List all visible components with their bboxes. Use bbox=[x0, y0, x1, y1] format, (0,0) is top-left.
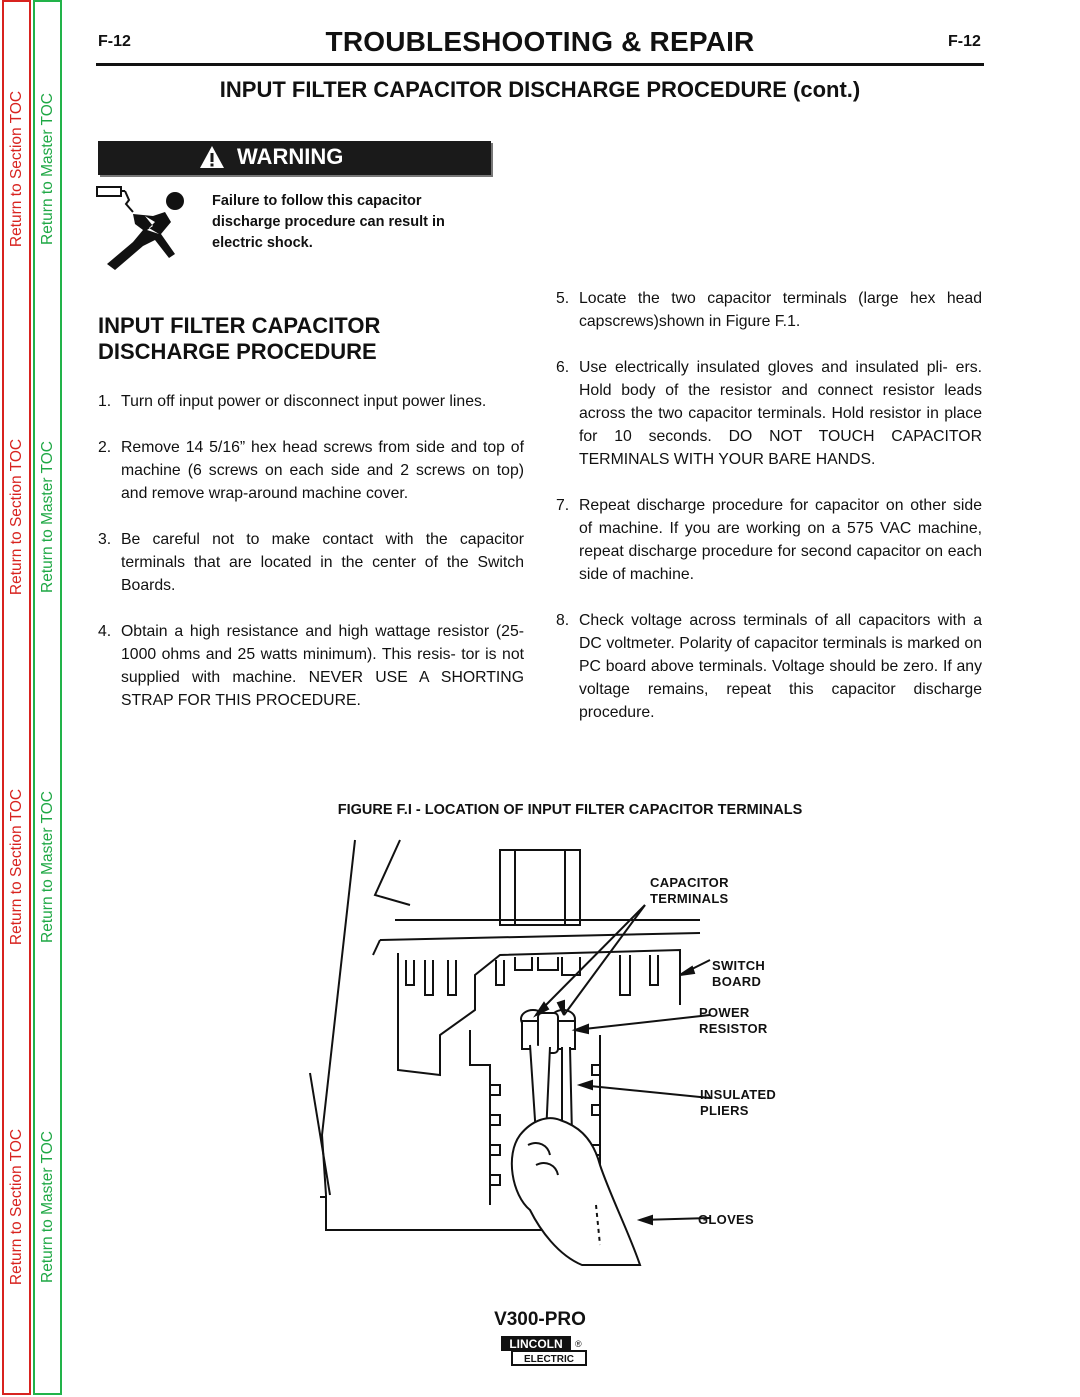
section-toc-sidebar bbox=[2, 0, 31, 1395]
header-rule bbox=[96, 63, 984, 66]
return-to-master-toc-link[interactable]: Return to Master TOC bbox=[38, 93, 56, 245]
return-to-master-toc-link[interactable]: Return to Master TOC bbox=[38, 791, 56, 943]
procedure-step: 1. Turn off input power or disconnect input power lines. bbox=[98, 393, 487, 410]
model-name: V300-PRO bbox=[494, 1309, 586, 1330]
return-to-master-toc-link[interactable]: Return to Master TOC bbox=[38, 441, 56, 593]
section-heading-line: DISCHARGE PROCEDURE bbox=[98, 339, 377, 364]
electric-shock-icon bbox=[95, 182, 210, 277]
svg-text:ELECTRIC: ELECTRIC bbox=[524, 1354, 574, 1365]
return-to-section-toc-link[interactable]: Return to Section TOC bbox=[7, 438, 25, 596]
warning-label: WARNING bbox=[237, 144, 344, 169]
lincoln-electric-logo bbox=[500, 1335, 590, 1367]
return-to-section-toc-link[interactable]: Return to Section TOC bbox=[7, 90, 25, 248]
svg-text:®: ® bbox=[575, 1339, 582, 1349]
capacitor-figure bbox=[300, 835, 820, 1275]
procedure-step: 5. Locate the two capacitor terminals (large hex head capscrews)shown in Figure F.1. bbox=[556, 290, 982, 330]
warning-banner bbox=[98, 141, 491, 175]
procedure-step: 7. Repeat discharge procedure for capacitor on other side of machine. If you are working on a 575 VAC machine, repeat discharge procedure for second capacitor on each side of machine. bbox=[556, 497, 982, 583]
figure-caption: FIGURE F.I - LOCATION OF INPUT FILTER CAPACITOR TERMINALS bbox=[337, 802, 803, 818]
procedure-step: 3. Be careful not to make contact with the capacitor terminals that are located in the center of the Switch Boards. bbox=[98, 531, 524, 594]
procedure-step: 8. Check voltage across terminals of all capacitors with a DC voltmeter. Polarity of capacitor terminals is marked on PC board above terminals. Voltage should be zero. If any voltage remains, repeat this capacitor discharge procedure. bbox=[556, 612, 982, 721]
master-toc-sidebar bbox=[33, 0, 62, 1395]
page-subtitle: INPUT FILTER CAPACITOR DISCHARGE PROCEDURE (cont.) bbox=[219, 77, 861, 102]
section-heading bbox=[98, 313, 380, 365]
procedure-step: 6. Use electrically insulated gloves and insulated pli- ers. Hold body of the resistor and connect resistor leads across the two capacitor terminals. Hold resistor in place for 10 seconds. DO NOT TOUCH CAPACITOR TERMINALS WITH YOUR BARE HANDS. bbox=[556, 359, 982, 468]
procedure-steps-right bbox=[556, 287, 982, 747]
section-heading-line: INPUT FILTER CAPACITOR bbox=[98, 313, 381, 338]
warning-message: Failure to follow this capacitor discharge procedure can result in electric shock. bbox=[212, 193, 445, 251]
capacitor-terminals-label: CAPACITOR TERMINALS bbox=[650, 875, 729, 906]
return-to-section-toc-link[interactable]: Return to Section TOC bbox=[7, 788, 25, 946]
svg-text:LINCOLN: LINCOLN bbox=[509, 1337, 563, 1351]
page-code-right: F-12 bbox=[948, 33, 981, 50]
procedure-steps-left bbox=[98, 390, 524, 735]
page-code-left: F-12 bbox=[98, 33, 131, 50]
switch-board-label: SWITCH BOARD bbox=[712, 958, 766, 989]
return-to-master-toc-link[interactable]: Return to Master TOC bbox=[38, 1131, 56, 1283]
procedure-step: 2. Remove 14 5/16” hex head screws from side and top of machine (6 screws on each side and 2 screws on top) and remove wrap-around machine cover. bbox=[98, 439, 524, 502]
warning-triangle-icon bbox=[199, 145, 225, 169]
insulated-pliers-label: INSULATED PLIERS bbox=[700, 1087, 777, 1118]
page-title: TROUBLESHOOTING & REPAIR bbox=[325, 26, 755, 57]
return-to-section-toc-link[interactable]: Return to Section TOC bbox=[7, 1128, 25, 1286]
power-resistor-label: POWER RESISTOR bbox=[699, 1005, 768, 1036]
procedure-step: 4. Obtain a high resistance and high wattage resistor (25-1000 ohms and 25 watts minimum). This resis- tor is not supplied with machine. NEVER USE A SHORTING STRAP FOR THIS PROCEDURE. bbox=[98, 623, 524, 709]
capacitor-terminals-illustration bbox=[300, 835, 820, 1275]
gloves-label: GLOVES bbox=[698, 1212, 754, 1227]
